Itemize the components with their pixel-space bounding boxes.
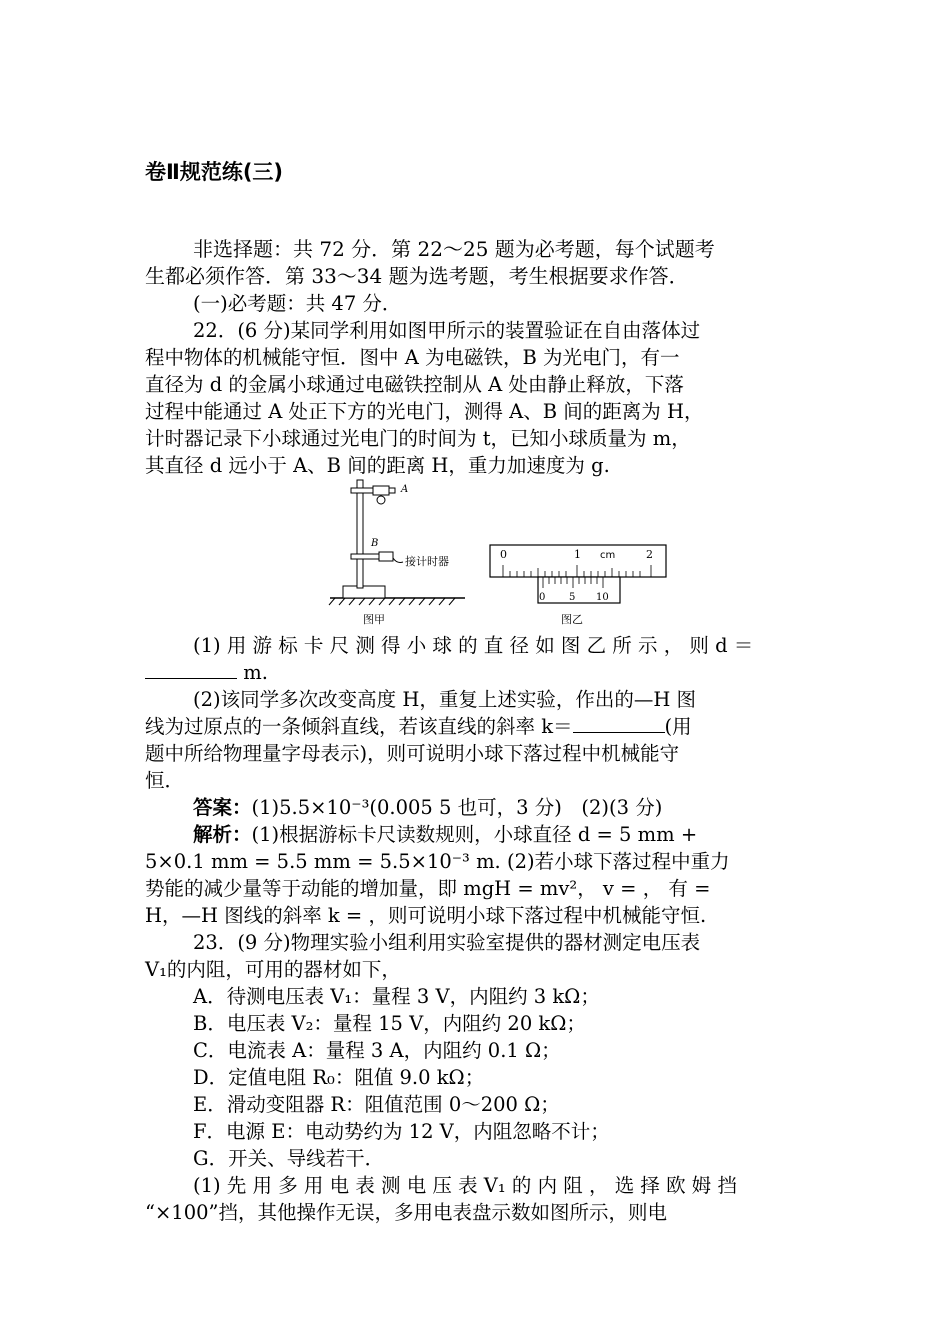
analysis-label: 解析：: [193, 823, 252, 846]
label-a: A: [401, 484, 409, 495]
analysis-text-1: (1)根据游标卡尺读数规则，小球直径 d = 5 mm +: [251, 823, 698, 846]
vernier-scale-5: 5: [569, 592, 576, 603]
q23-item-g: G．开关、导线若干．: [193, 1147, 385, 1170]
label-b: B: [371, 538, 379, 549]
q23-line-2: V₁的内阻，可用的器材如下，: [145, 958, 401, 981]
q22-part2-text: 线为过原点的一条倾斜直线，若该直线的斜率 k＝: [145, 715, 573, 738]
page-title: 卷Ⅱ规范练(三): [145, 160, 284, 184]
q23-item-b: B．电压表 V₂：量程 15 V，内阻约 20 kΩ；: [193, 1012, 586, 1035]
answer-blank-k[interactable]: [573, 714, 665, 733]
intro-line-1: 非选择题：共 72 分．第 22～25 题为必考题，每个试题考: [193, 237, 715, 261]
q23-line-1: 23．(9 分)物理实验小组利用实验室提供的器材测定电压表: [193, 931, 701, 954]
q22-line-3: 直径为 d 的金属小球通过电磁铁控制从 A 处由静止释放，下落: [145, 373, 684, 396]
q22-part1-line-1: (1) 用 游 标 卡 尺 测 得 小 球 的 直 径 如 图 乙 所 示 ， 则 d ＝: [193, 634, 754, 657]
q22-line-5: 计时器记录下小球通过光电门的时间为 t，已知小球质量为 m，: [145, 427, 691, 450]
main-scale-unit: cm: [600, 550, 616, 561]
q22-line-4: 过程中能通过 A 处正下方的光电门，测得 A、B 间的距离为 H，: [145, 400, 704, 423]
q22-line-2: 程中物体的机械能守恒．图中 A 为电磁铁，B 为光电门，有一: [145, 346, 680, 369]
q22-line-1: 22．(6 分)某同学利用如图甲所示的装置验证在自由落体过: [193, 319, 701, 342]
q22-part2-line-4: 恒．: [145, 769, 185, 792]
figure-jia-apparatus: [325, 478, 475, 628]
main-scale-2: 2: [646, 548, 653, 561]
analysis-line-3: 势能的减少量等于动能的增加量，即 mgH = mv²， v = ， 有 =: [145, 877, 711, 900]
analysis-line-1: [193, 821, 853, 848]
answer-text: (1)5.5×10⁻³(0.005 5 也可，3 分) (2)(3 分): [251, 796, 663, 819]
analysis-line-2: 5×0.1 mm = 5.5 mm = 5.5×10⁻³ m. (2)若小球下落过程中重力: [145, 850, 730, 873]
q22-part2-line-3: 题中所给物理量字母表示)，则可说明小球下落过程中机械能守: [145, 742, 680, 765]
q23-item-e: E．滑动变阻器 R：阻值范围 0～200 Ω；: [193, 1093, 560, 1116]
main-scale-1: 1: [574, 548, 581, 561]
q22-part2-text-post: (用: [664, 715, 692, 738]
vernier-scale-0: 0: [539, 592, 546, 603]
analysis-line-4: H，—H 图线的斜率 k = ，则可说明小球下落过程中机械能守恒.: [145, 904, 707, 927]
main-scale-0: 0: [500, 548, 507, 561]
caption-jia: 图甲: [363, 613, 385, 626]
q23-part1-line-2: “×100”挡，其他操作无误，多用电表盘示数如图所示，则电: [145, 1201, 667, 1224]
q22-part2-line-2: [145, 713, 805, 740]
q22-part2-line-1: (2)该同学多次改变高度 H，重复上述实验，作出的—H 图: [193, 688, 697, 711]
q23-part1-line-1: (1) 先 用 多 用 电 表 测 电 压 表 V₁ 的 内 阻 ， 选 择 欧 姆 挡: [193, 1174, 737, 1197]
answer-line: [193, 794, 853, 821]
answer-blank-d[interactable]: [145, 660, 237, 679]
timer-label: 接计时器: [405, 555, 449, 568]
q22-part1-line-2: [145, 659, 805, 686]
intro-line-3: (一)必考题：共 47 分．: [193, 292, 402, 315]
q22-line-6: 其直径 d 远小于 A、B 间的距离 H，重力加速度为 g.: [145, 454, 610, 477]
q23-item-f: F．电源 E：电动势约为 12 V，内阻忽略不计；: [193, 1120, 610, 1143]
q23-item-c: C．电流表 A：量程 3 A，内阻约 0.1 Ω；: [193, 1039, 561, 1062]
caption-yi: 图乙: [561, 613, 583, 626]
q23-item-d: D．定值电阻 R₀：阻值 9.0 kΩ；: [193, 1066, 485, 1089]
unit-m: m.: [243, 661, 268, 684]
vernier-scale-10: 10: [596, 592, 609, 603]
q23-item-a: A．待测电压表 V₁：量程 3 V，内阻约 3 kΩ；: [193, 985, 600, 1008]
intro-line-2: 生都必须作答．第 33～34 题为选考题，考生根据要求作答．: [145, 264, 689, 288]
answer-label: 答案：: [193, 796, 252, 819]
figure-yi-vernier: [488, 543, 670, 607]
